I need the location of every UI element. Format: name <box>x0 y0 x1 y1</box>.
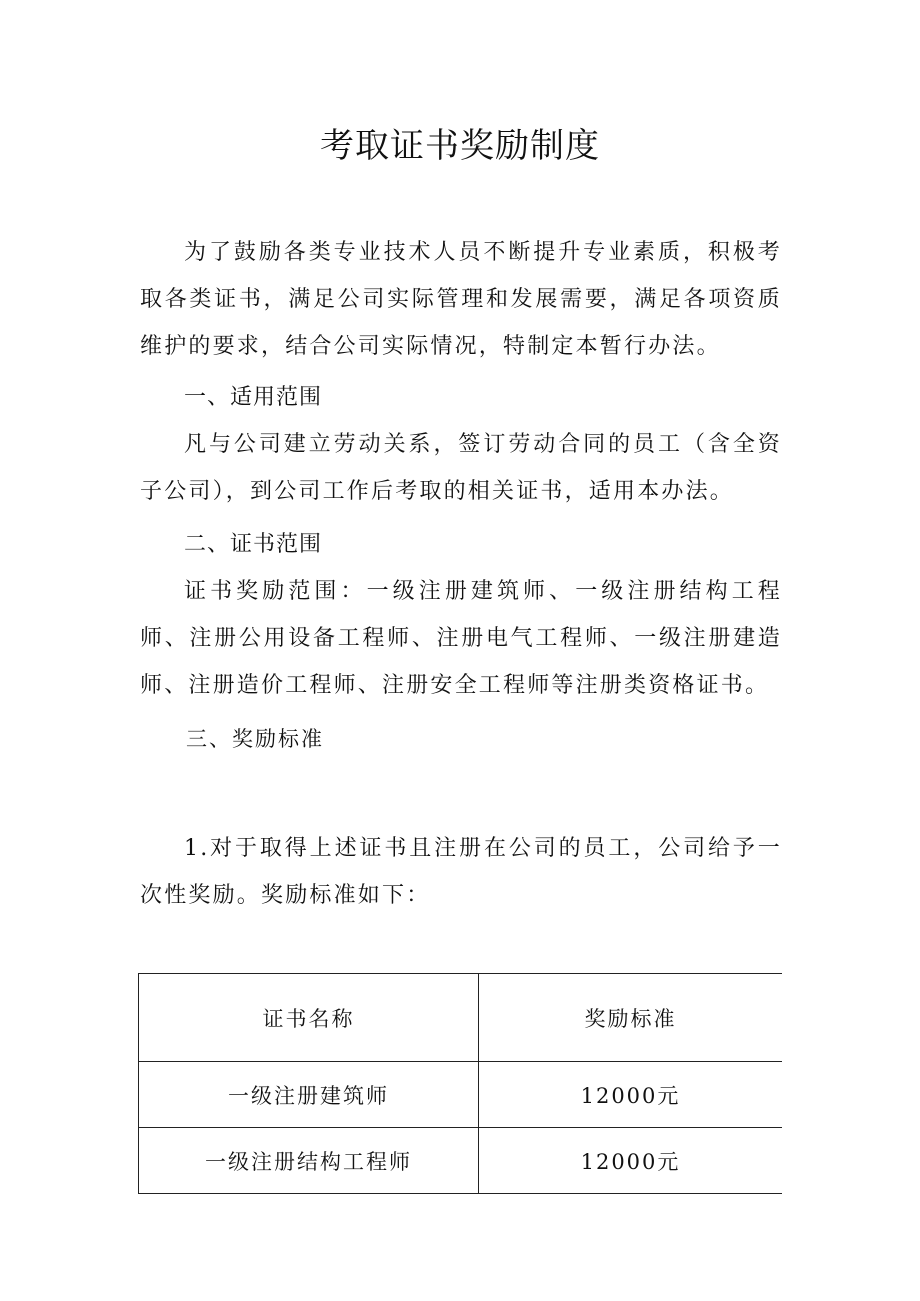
scope-paragraph: 凡与公司建立劳动关系，签订劳动合同的员工（含全资子公司），到公司工作后考取的相关证书，适用本办法。 <box>140 432 782 504</box>
table-header-row <box>139 974 783 1062</box>
reward-paragraph: 1.对于取得上述证书且注册在公司的员工，公司给予一次性奖励。奖励标准如下： <box>140 836 782 908</box>
table-cell-reward: 12000元 <box>479 1128 783 1194</box>
table-header-cell: 证书名称 <box>139 974 479 1062</box>
reward-table-container <box>138 973 782 1301</box>
document-title: 考取证书奖励制度 <box>320 126 600 166</box>
section-heading-scope: 一、适用范围 <box>184 385 323 410</box>
table-cell-reward: 12000元 <box>479 1062 783 1128</box>
table-row <box>139 1128 783 1194</box>
intro-paragraph: 为了鼓励各类专业技术人员不断提升专业素质，积极考取各类证书，满足公司实际管理和发展需要，满足各项资质维护的要求，结合公司实际情况，特制定本暂行办法。 <box>140 240 782 359</box>
certificates-paragraph: 证书奖励范围：一级注册建筑师、一级注册结构工程师、注册公用设备工程师、注册电气工程师、一级注册建造师、注册造价工程师、注册安全工程师等注册类资格证书。 <box>140 579 782 698</box>
table-cell-certificate: 一级注册建筑师 <box>139 1062 479 1128</box>
table-header-cell: 奖励标准 <box>479 974 783 1062</box>
reward-table <box>138 973 782 1194</box>
table-row <box>139 1062 783 1128</box>
section-heading-certificates: 二、证书范围 <box>184 532 323 557</box>
table-cell-certificate: 一级注册结构工程师 <box>139 1128 479 1194</box>
section-heading-reward: 三、奖励标准 <box>186 727 324 751</box>
